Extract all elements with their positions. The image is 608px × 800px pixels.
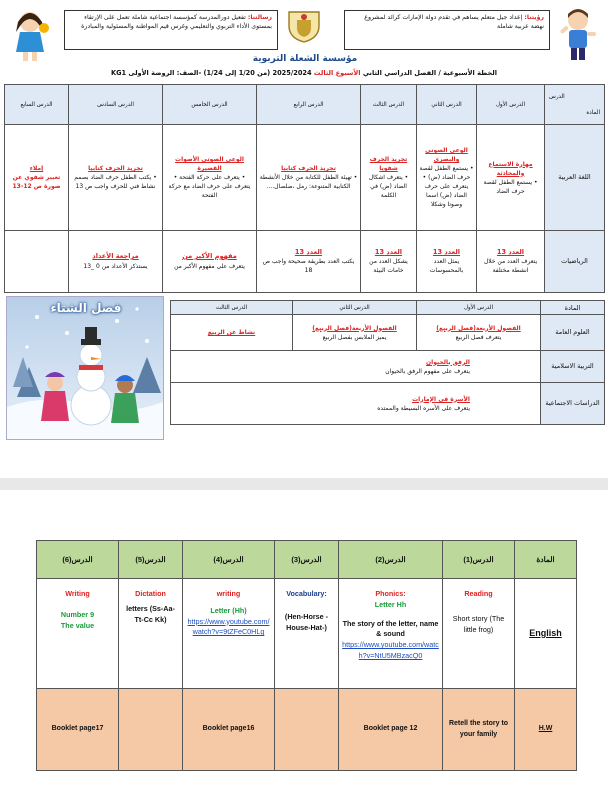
subject-arabic: اللغة العربية xyxy=(545,125,605,231)
lesson-header: الدرس(3) xyxy=(275,541,339,579)
table-cell xyxy=(163,125,257,231)
cell-body: • تهيئة الطفل للكتابة من خلال الأنشطة الكتابية المتنوعة: رمل ،صلصال.... xyxy=(259,174,358,190)
cell-body: • يستمع الطفل لقصة حرف الضاد xyxy=(483,178,538,195)
table-cell xyxy=(477,231,545,293)
page-separator xyxy=(0,478,608,490)
cell-title: الفصول الأربعة(فصل الربيع) xyxy=(312,324,397,332)
cell-title: Phonics: xyxy=(375,589,406,598)
hw-cell: Retell the story to your family xyxy=(443,689,515,771)
cell-body: يشكل العدد من خامات البيئة xyxy=(369,258,408,275)
hw-cell xyxy=(275,689,339,771)
cell-body: (Hen-Horse - House-Hat-) xyxy=(284,611,329,632)
weekly-plan-table xyxy=(4,84,605,293)
cell-title: العدد 13 xyxy=(294,247,323,256)
arabic-row xyxy=(5,125,605,231)
cell-body: يمثل العدد بالمحسوسات xyxy=(429,258,464,275)
table-cell xyxy=(361,125,417,231)
other-subjects-table xyxy=(170,300,605,425)
english-lessons-row xyxy=(37,579,577,689)
cell-title: مفهوم الأكبر من xyxy=(182,252,237,261)
lesson-header: الدرس الأول xyxy=(477,85,545,125)
lesson-header: الدرس السادس xyxy=(69,85,163,125)
cell-title: writing xyxy=(216,589,241,598)
homework-row xyxy=(37,689,577,771)
lesson-header: الدرس(2) xyxy=(339,541,443,579)
lesson-header: الدرس الرابع xyxy=(257,85,361,125)
table-cell xyxy=(171,351,541,383)
lesson-header: الدرس(4) xyxy=(183,541,275,579)
lesson-header: الدرس الثاني xyxy=(293,301,417,315)
cell-body: يكتب العدد بطريقة صحيحة واجب ص 18 xyxy=(262,258,355,275)
hw-label-cell xyxy=(515,689,577,771)
cell-title: Dictation xyxy=(135,589,166,598)
cell-title: العدد 13 xyxy=(374,247,403,256)
islamic-row xyxy=(171,351,605,383)
cell-body: Short story (The little frog) xyxy=(452,613,505,634)
social-row xyxy=(171,383,605,425)
table-header-row xyxy=(5,85,605,125)
cell-body: يستذكر الأعداد من 0 _13 xyxy=(83,262,148,270)
table-cell xyxy=(5,125,69,231)
table-header-row xyxy=(171,301,605,315)
cell-title: العدد 13 xyxy=(432,247,461,256)
lesson-header: الدرس الثاني xyxy=(417,85,477,125)
table-cell xyxy=(417,125,477,231)
cell-body: • يتعرف اشكال الضاد (ض) في الكلمة xyxy=(368,174,409,199)
cell-subtitle: Letter (Hh) xyxy=(210,605,247,615)
table-cell xyxy=(339,579,443,689)
cell-body: letters (Ss-Aa-Tt-Cc Kk) xyxy=(126,603,175,624)
cell-title: العدد 13 xyxy=(496,247,525,256)
cell-body: • يتعرف على حركة الفتحة • يتعرف على حرف الضاد مع حركة الفتحة xyxy=(168,174,251,199)
science-row xyxy=(171,315,605,351)
plan-week: الأسبوع الثالث xyxy=(313,69,361,77)
hw-cell: Booklet page16 xyxy=(183,689,275,771)
table-cell xyxy=(69,231,163,293)
cell-title: إملاء xyxy=(29,165,44,172)
corner-cell xyxy=(545,85,605,125)
lesson-header: الدرس الأول xyxy=(417,301,541,315)
youtube-link[interactable]: https://www.youtube.com/watch?v=9tZFeC0HLg xyxy=(187,616,270,637)
cell-title: الوعي الصوتي والبصري xyxy=(425,147,468,163)
table-cell xyxy=(119,579,183,689)
table-cell xyxy=(37,579,119,689)
table-cell xyxy=(171,315,293,351)
hw-cell: Booklet page 12 xyxy=(339,689,443,771)
cell-body: يتعرف على مفهوم الأكبر من xyxy=(174,262,245,270)
cell-subtitle: The value xyxy=(60,620,95,630)
cell-title: تجريد الحرف كتابيا xyxy=(88,165,143,172)
cell-subtitle: Number 9 xyxy=(60,609,95,619)
lesson-header: الدرس السابع xyxy=(5,85,69,125)
cell-title: مراجعة الأعداد xyxy=(92,252,139,261)
table-cell xyxy=(443,579,515,689)
winter-illustration xyxy=(6,296,164,440)
snowman-scene-icon xyxy=(7,297,164,440)
subject-english-label: English xyxy=(529,627,562,638)
table-cell xyxy=(163,231,257,293)
mission-box xyxy=(64,10,278,50)
lesson-header: الدرس(1) xyxy=(443,541,515,579)
table-cell xyxy=(417,231,477,293)
table-cell xyxy=(417,315,541,351)
cell-title: تجريد الحرف كتابيا xyxy=(281,165,336,172)
plan-details: 2025/2024 (من 1/20 إلى 1/24) -الصف: الروضة الأولى KG1 xyxy=(110,69,312,77)
student-girl-icon xyxy=(8,8,52,62)
lesson-header: الدرس الخامس xyxy=(163,85,257,125)
winter-title: فصل الشتاء xyxy=(50,301,122,315)
table-cell xyxy=(5,231,69,293)
vision-lead: رؤيتنا: xyxy=(524,14,544,21)
corner-subject: المادة xyxy=(586,109,600,116)
cell-title: الوعي الصوتي الأصوات القصيرة xyxy=(175,156,244,172)
cell-body: تعبير شفوي عن صورة ص 12-13 xyxy=(12,174,61,190)
table-cell xyxy=(183,579,275,689)
cell-body: يتعرف فصل الربيع xyxy=(455,333,502,341)
corner-cell: المادة xyxy=(541,301,605,315)
cell-body: يتعرف على الأسره البسيطة والممتده xyxy=(377,404,470,412)
hw-label: H.W xyxy=(538,725,553,733)
subject-social: الدراسات الاجتماعية xyxy=(541,383,605,425)
school-crest-icon xyxy=(281,8,327,44)
cell-title: الفصول الأربعة(فصل الربيع) xyxy=(436,324,521,332)
plan-page-english xyxy=(0,490,608,800)
hw-cell xyxy=(119,689,183,771)
subject-header: المادة xyxy=(515,541,577,579)
hw-cell: Booklet page17 xyxy=(37,689,119,771)
plan-title xyxy=(20,69,588,77)
cell-title: تجريد الحرف شفويا xyxy=(369,156,408,172)
school-name: مؤسسة الشعلة التربوية xyxy=(252,54,358,64)
corner-lesson: الدرس xyxy=(549,93,565,100)
cell-title: Vocabulary: xyxy=(286,589,327,598)
cell-title: Reading xyxy=(464,589,493,598)
subject-science: العلوم العامة xyxy=(541,315,605,351)
cell-subtitle: Letter Hh xyxy=(374,599,407,609)
subject-islamic: التربية الاسلامية xyxy=(541,351,605,383)
cell-title: مهارة الاستماع والمحادثة xyxy=(488,160,533,177)
math-row xyxy=(5,231,605,293)
table-cell xyxy=(171,383,541,425)
mission-lead: رسالتنا: xyxy=(247,14,272,21)
cell-body: The story of the letter, name & sound xyxy=(342,618,439,639)
cell-body: يتعرف على مفهوم الرفق بالحيوان xyxy=(385,367,470,375)
cell-title: Writing xyxy=(65,589,90,598)
table-cell xyxy=(69,125,163,231)
mission-text: تفعيل دورالمدرسة كمؤسسة اجتماعية شاملة تعمل على الإرتقاء بمستوى الأداء التربوي والتعليمي وغرس قيم المواطنة والمسئولية والمبادرة xyxy=(81,14,272,30)
table-cell xyxy=(257,125,361,231)
subject-english xyxy=(515,579,577,689)
vision-box xyxy=(344,10,550,50)
cell-body: يميز الملابس بفصل الربيع xyxy=(322,333,387,341)
cell-title: الأسرة في الإمارات xyxy=(412,395,470,403)
cell-body: يتعرف العدد من خلال انشطة مختلفة xyxy=(483,258,538,275)
table-cell xyxy=(477,125,545,231)
cell-body: • يكتب الطفل حرف الضاد بصمم نشاط فني للحرف واجب ص 13 xyxy=(74,174,157,190)
vision-text: إعداد جيل متعلم يساهم في تقدم دولة الإمارات كرائد لمشروع نهضة عربية شاملة xyxy=(364,14,544,30)
table-cell xyxy=(257,231,361,293)
table-cell xyxy=(361,231,417,293)
lesson-header: الدرس(5) xyxy=(119,541,183,579)
english-plan-table xyxy=(36,540,577,771)
lesson-header: الدرس الثالث xyxy=(361,85,417,125)
table-cell xyxy=(275,579,339,689)
cell-title: الرفق بالحيوان xyxy=(426,358,470,366)
youtube-link[interactable]: https://www.youtube.com/watch?v=NtU5MBzacQ0 xyxy=(342,640,439,660)
lesson-header: الدرس الثالث xyxy=(171,301,293,315)
cell-body: • يستمع الطفل لقصة حرف الضاد (ض) • يتعرف على حرف الضاد (ض) اسما وصوتا وشكلا xyxy=(419,165,474,208)
table-cell xyxy=(293,315,417,351)
cell-title: نشاط عن الربيع xyxy=(207,329,256,336)
subject-math: الرياضيات xyxy=(545,231,605,293)
student-boy-icon xyxy=(556,6,600,62)
lesson-header: الدرس(6) xyxy=(37,541,119,579)
plan-title-main: الخطة الأسبوعية / الفصل الدراسي الثاني xyxy=(362,69,498,77)
table-header-row xyxy=(37,541,577,579)
